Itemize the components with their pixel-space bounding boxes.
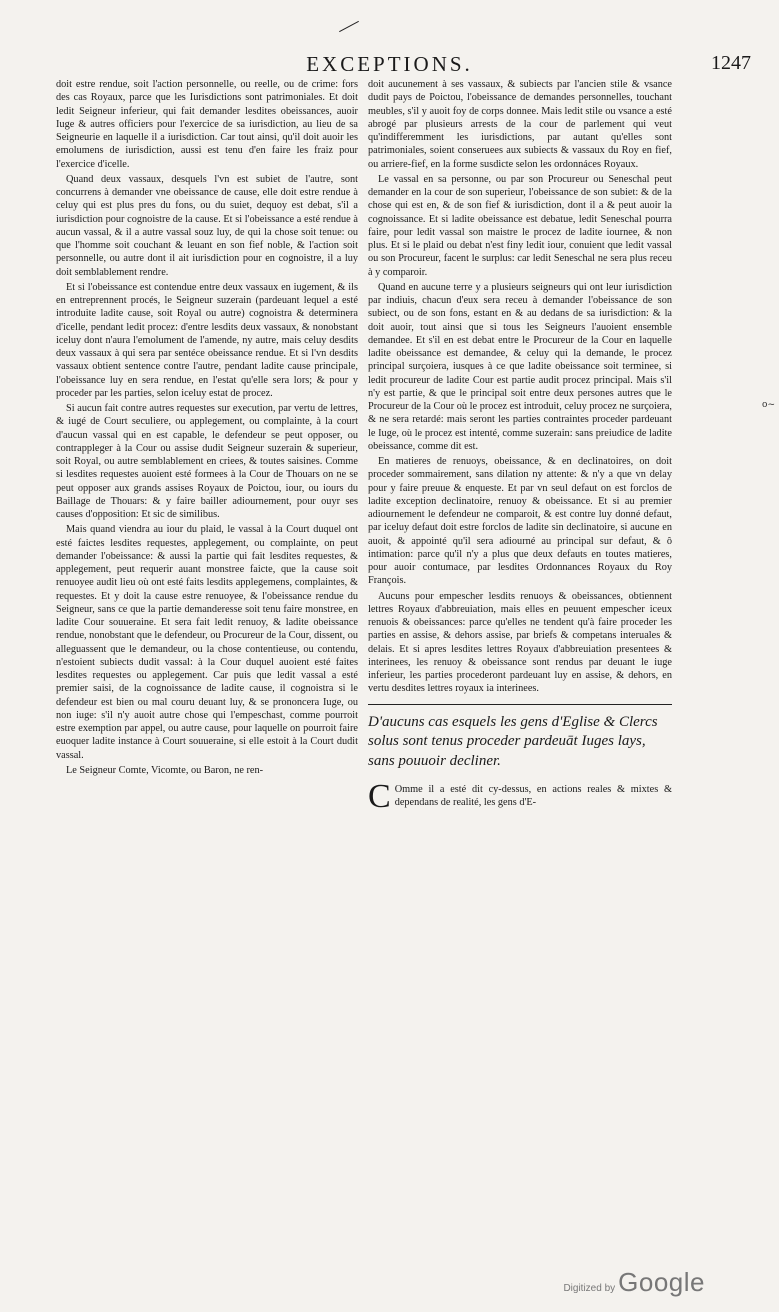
left-paragraph: Et si l'obeissance est contendue entre deux vassaux en iugement, & ils en entreprennent procés, le Seigneur suzerain (pardeuant lequel a esté introduite ladite cause, soit Royal ou autre) cognoistra & determinera d'icelle, pendant ledit procez: d'entre lesdits deux vassaux, & nonobstant iceluy dont n'aura l'emolument de l'amende, ny autre, mais celuy desdits deux vassaux à qui sera par sentéce obeissance rendue. Et si l'vn desdits vassaux obtient sentence contre l'autre, pendant ladite cause principale, l'obeissance luy en sera rendue, en l'estat qu'elle sera lors; & pour y proceder par les parties, selon iceluy estat de procez. [56, 281, 358, 399]
right-column [368, 78, 672, 815]
right-paragraph: Le vassal en sa personne, ou par son Procureur ou Seneschal peut demander en la cour de son superieur, l'obeissance de son subiet: & de la chose qui est en, & de son fief & iurisdiction, dont il a & peut auoir la cognoissance. Et si ladite obeissance est debatue, ledit Seneschal pourra faire, pour ledit vassal son maistre le procez de ladite iournee, & non plus. Et si le plaid ou debat n'est finy ledit iour, conuient que ledit vassal ou son Procureur, facent le surplus: car ledit Seneschal ne sera plus receu à y comparoir. [368, 173, 672, 278]
left-column [56, 78, 358, 779]
right-paragraph: Quand en aucune terre y a plusieurs seigneurs qui ont leur iurisdiction par indiuis, chacun d'eux sera receu à demander l'obeissance de son subiect, ou de son fons, estant en & au dedans de sa iurisdiction: & la doit auoir, tout ainsi que si tous les Seigneurs l'auoient ensemble demandee. Et s'il en est debat entre le Procureur de la Cour en laquelle ladite obeissance est demandee, & celuy qui la demande, le procez principal surçoiera, iusques à ce que ladite obeissance soit terminee, si ledit procureur de ladite Cour est partie audit procez principal. Mais s'il n'y est partie, & que le principal soit entre deux persones autres que le Procureur de la Cour où le procez est introduit, celuy procez ne surçoiera, & ne sera retardé: mais seront les parties contraintes proceder pardeuant le Iuge, où le procez est intenté, comme suzerain: sans preiudice de ladite obeissance, comme dit est. [368, 281, 672, 452]
left-paragraph: doit estre rendue, soit l'action personnelle, ou reelle, ou de crime: fors des cas Royaux, parce que les Iurisdictions sont patrimoniales. Et doit ledit Seigneur inferieur, qui fait demander lesdites obeissances, auoir Iuge & autres officiers pour l'exercice de sa iurisdiction, au lieu de sa Seigneurie en laquelle il a iurisdiction. Car tout ainsi, qu'il doit auoir les emolumens de iurisdiction, aussi est tenu d'en faire les fraiz pour l'exercice d'icelle. [56, 79, 358, 170]
left-paragraph: Mais quand viendra au iour du plaid, le vassal à la Court duquel ont esté faictes lesdites requestes, applegement, ou complainte, on peut demander l'obeissance: & aussi la partie qui fait lesdites requestes, & applegement, peut requerir auant monstree faicte, que la cause soit renuoyee audit lieu où ont esté faits lesdits applegemens, complaintes, & requestes. Et y doit la cause estre renuoyee, & l'obeissance rendue du Seigneur, sans ce que la partie demanderesse soit tenu faire monstree, en ladite Cour souueraine. Et sera fait ledit renuoy, & ladite obeissance rendue, nonobstant que le defendeur, ou Procureur de la Cour, dissent, ou alleguassent que le demandeur, ou la chose contentieuse, ou contendu, n'estoient subiects dudit vassal: à la Cour duquel auoient esté faites lesdites requestes ou applegement. Car puis que ledit vassal a esté premier saisi, de la cognoissance de ladite cause, il cognoistra si le defendeur est bien ou mal couru deuant luy, & se prononcera Iuge, ou non iuge: s'il n'y auoit autre chose qui l'empeschast, comme pourroit estre exemption par appel, ou autre cause, pour laquelle on pourroit faire euoquer ladite instance à Court souueraine, si elle estoit à la Court dudit vassal. [56, 524, 358, 761]
left-paragraph: Si aucun fait contre autres requestes sur execution, par vertu de lettres, & iugé de Court seculiere, ou applegement, ou complainte, à la court d'aucun vassal qui en est capable, le defendeur se peut opposer, ou contrappleger à la Cour ou assise dudit Seigneur suzerain & superieur, soit Royal, ou autre semblablement en criees, & toutes saisines. Comme si lesdites requestes auoient esté formees à la Cour de Thouars on ne se peut opposer aux grands assises Royaux de Poictou, iour, ou iours du Baillage de Thouars: & y faire bailler adiournement, pour ouyr ses causes d'opposition: Et sic de similibus. [56, 403, 358, 520]
digitized-watermark [563, 1267, 705, 1298]
page-number: 1247 [711, 52, 751, 74]
running-title: EXCEPTIONS. [306, 52, 473, 76]
final-paragraph [368, 778, 672, 815]
section-heading: D'aucuns cas esquels les gens d'Eglise & Clercs solus sont tenus proceder pardeuāt Iuges lays, sans pouuoir decliner. [368, 713, 658, 769]
watermark-brand: Google [618, 1267, 705, 1297]
watermark-prefix: Digitized by [563, 1283, 616, 1294]
left-paragraph: Le Seigneur Comte, Vicomte, ou Baron, ne ren- [66, 764, 264, 776]
section-divider [368, 704, 672, 705]
margin-mark: o~ [762, 400, 775, 410]
ink-mark [339, 21, 359, 32]
right-paragraph: doit aucunement à ses vassaux, & subiects par l'ancien stile & vsance dudit pays de Poictou, l'obeissance de demandes personnelles, touchant meubles, s'il y auoit foy de corps donnee. Mais ledit stile ou vsance a esté abrogé par plusieurs arrests de la cour de parlement qui veut qu'indifferemment les iurisdictions, par autant qu'elles sont patrimoniales, soient conseruees aux subiects & vassaux du Roy en fief, ou arriere-fief, en la forme susdicte selon les ordonnáces Royaux. [368, 79, 672, 170]
drop-capital: C [368, 778, 391, 815]
right-paragraph: En matieres de renuoys, obeissance, & en declinatoires, on doit proceder sommairement, sans dilation ny attente: & n'y a que vn delay pour y faire preuue & enqueste. Et par vn seul defaut on est forclos de ladite exception declinatoire, renuoy & obeissance. Et si au premier adiournement le defendeur ne comparoit, & est contre luy donné defaut, par iceluy defaut doit estre forclos de ladite sin declinatoire, si aucune en auoit, & appointé qu'il sera adiourné au principal sur defaut, & ô intimation: parce qu'il n'y a plus que deux defauts en toutes matieres, pour auoir contumace, par lesdites Ordonnances Royaux du Roy François. [368, 456, 672, 587]
right-paragraph: Aucuns pour empescher lesdits renuoys & obeissances, obtiennent lettres Royaux d'abbreuiation, mais elles en peuuent empescher iceux renuois & obeissances: parce qu'elles ne tendent qu'à faire proceder les parties en assise, & dehors assise, par briefs & competans interuales & delais. Et si apres lesdites lettres Royaux d'abbreuiation presentees & interinees, les renuoy & obeissance sont rendus par deuant le iuge inferieur, les parties procederont pardeuant luy en assise, & dehors, en vertu desdites lettres royaux ia interinees. [368, 590, 672, 695]
final-paragraph-text: Omme il a esté dit cy-dessus, en actions reales & mixtes & dependans de realité, les gens d'E- [394, 784, 672, 809]
left-paragraph: Quand deux vassaux, desquels l'vn est subiet de l'autre, sont concurrens à demander vne obeissance de cause, elle doit estre rendue à celuy qui est plus pres du fons, ou du suiet, dequoy est debat, s'il a iurisdiction pour cognoistre de la cause. Et si l'obeissance a esté rendue à aucun vassal, & il a autre vassal souz luy, de qui la chose soit tenue: ou que l'homme soit couchant & leuant en son fief noble, & l'action soit personnelle, ou autre dont il ait iurisdiction pour en cognoistre, il a luy doit semblablement rendre. [56, 173, 358, 278]
